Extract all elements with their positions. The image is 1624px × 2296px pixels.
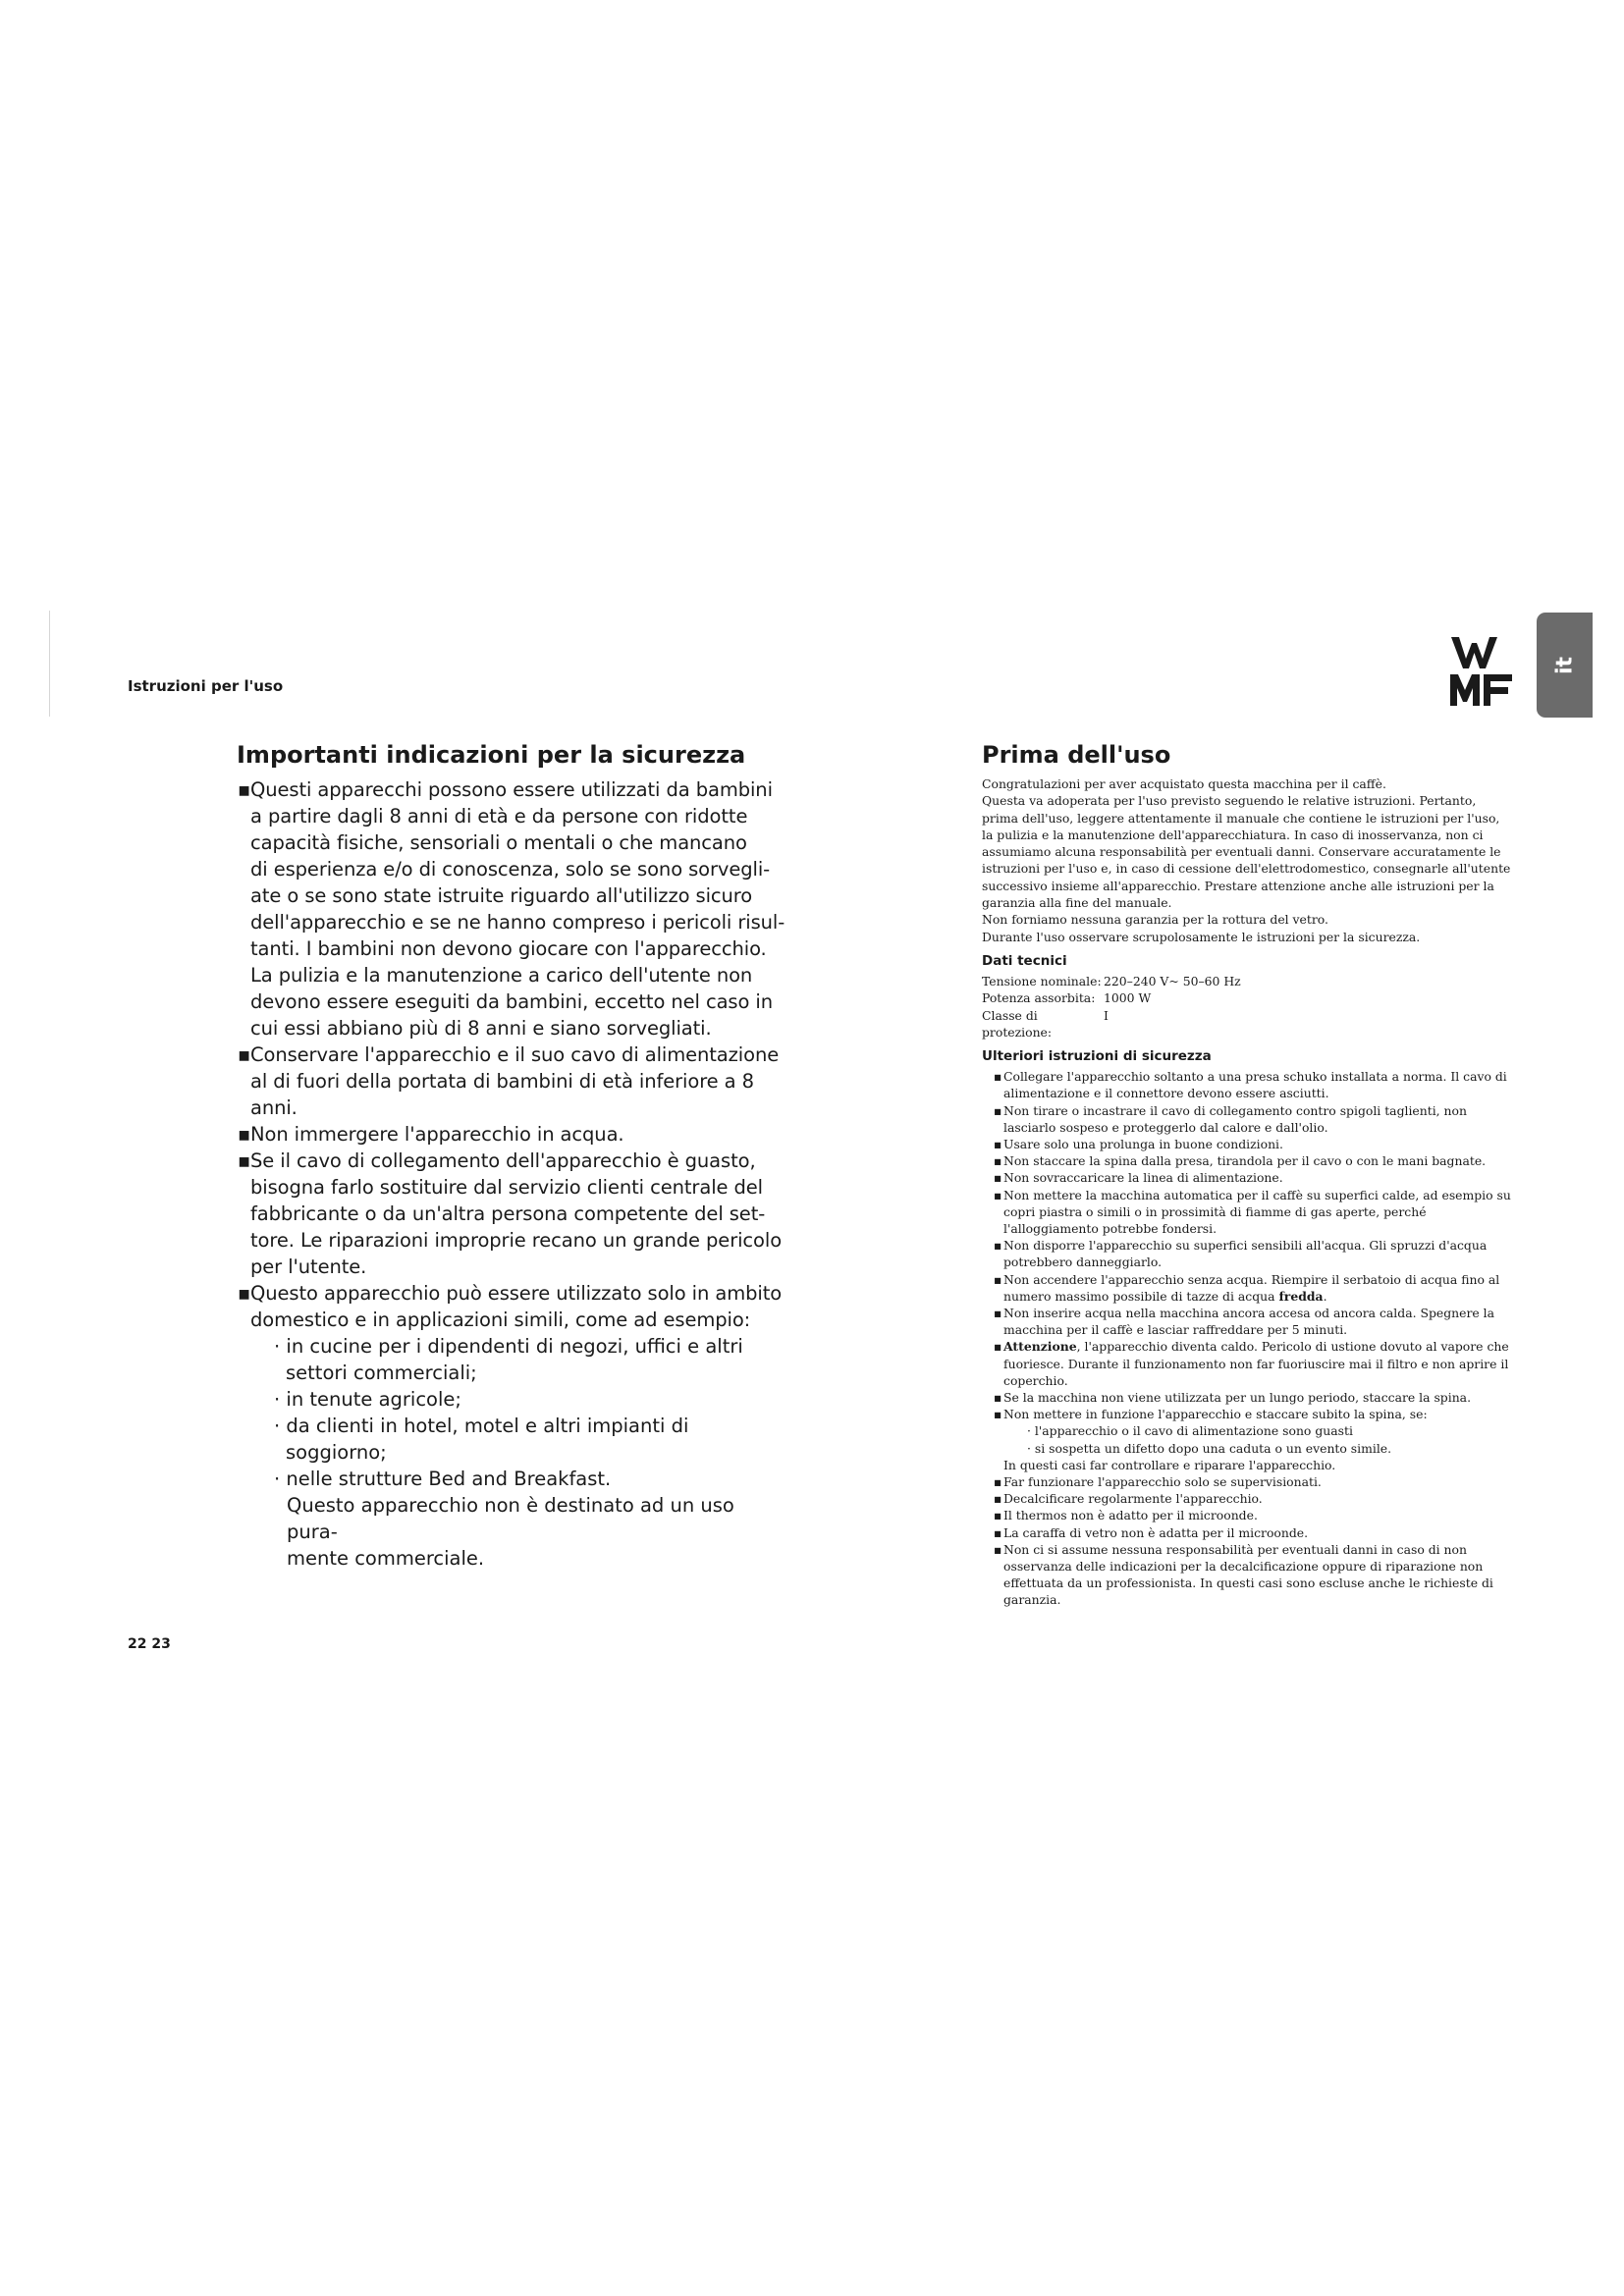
safety-list xyxy=(982,1068,1517,1609)
spec-row: Tensione nominale: 220–240 V~ 50–60 Hz xyxy=(982,973,1241,988)
safety-bullet-storage: ▪Conservare l'apparecchio e il suo cavo di alimentazione al di fuori della portata di bambini di età inferiore a 8 anni. xyxy=(238,1043,780,1119)
bullet-icon: ▪ xyxy=(238,1149,251,1172)
safety-bullet-cable: ▪Se il cavo di collegamento dell'apparecchio è guasto, bisogna farlo sostituire dal servizio clienti centrale del fabbricante o da un'altra persona competente del set- tore. Le riparazioni improprie recano un grande pericolo per l'utente. xyxy=(238,1149,783,1278)
list-item: ▪ Non mettere in funzione l'apparecchio e staccare subito la spina, se: xyxy=(994,1407,1428,1422)
page-numbers: 22 23 xyxy=(128,1636,171,1652)
language-tab xyxy=(1537,613,1593,718)
bullet-icon: ▪ xyxy=(994,1508,1002,1523)
section-title: Importanti indicazioni per la sicurezza xyxy=(237,741,746,769)
safety-bullet-water: ▪Non immergere l'apparecchio in acqua. xyxy=(238,1123,624,1146)
list-item: ▪ Non disporre l'apparecchio su superfici sensibili all'acqua. Gli spruzzi d'acqua potrebbero danneggiarlo. xyxy=(994,1238,1488,1270)
sub-item: · l'apparecchio o il cavo di alimentazione sono guasti xyxy=(1027,1423,1353,1439)
list-item: ▪ Il thermos non è adatto per il microonde. xyxy=(994,1508,1258,1523)
list-item: ▪ Non mettere la macchina automatica per il caffè su superfici calde, ad esempio su copri piastra o simili o in prossimità di fiamme di gas aperte, perché l'alloggiamento potrebbe fondersi. xyxy=(994,1187,1511,1236)
sub-item: · in tenute agricole; xyxy=(274,1388,461,1411)
bullet-icon: ▪ xyxy=(994,1390,1002,1406)
list-item: ▪ Attenzione, l'apparecchio diventa caldo. Pericolo di ustione dovuto al vapore che fuoriesce. Durante il funzionamento non far fuoriuscire mai il filtro e non aprire il coperchio. xyxy=(994,1339,1509,1388)
bullet-icon: ▪ xyxy=(994,1407,1002,1422)
bullet-icon: ▪ xyxy=(994,1306,1002,1320)
tech-specs xyxy=(982,973,1517,1041)
bullet-icon: ▪ xyxy=(994,1541,1002,1557)
list-item: ▪ Far funzionare l'apparecchio solo se supervisionati. xyxy=(994,1474,1322,1490)
bullet-icon: ▪ xyxy=(994,1238,1002,1254)
sub-item: · nelle strutture Bed and Breakfast. xyxy=(274,1468,612,1490)
list-item: ▪ Non staccare la spina dalla presa, tirandola per il cavo o con le mani bagnate. xyxy=(994,1153,1487,1169)
list-item: ▪ Non ci si assume nessuna responsabilità per eventuali danni in caso di non osservanza delle indicazioni per la decalcificazione oppure di riparazione non effettuata da un professionista. In questi casi sono escluse anche le richieste di garanzia. xyxy=(994,1541,1493,1608)
before-use-section xyxy=(982,740,1517,1609)
bullet-icon: ▪ xyxy=(238,1123,251,1146)
header-label: Istruzioni per l'uso xyxy=(128,677,284,695)
bullet-icon: ▪ xyxy=(238,778,251,801)
bullet-icon: ▪ xyxy=(994,1187,1002,1202)
list-item: ▪ Se la macchina non viene utilizzata per un lungo periodo, staccare la spina. xyxy=(994,1390,1472,1406)
safety-bullet-children: ▪Questi apparecchi possono essere utilizzati da bambini a partire dagli 8 anni di età e da persone con ridotte capacità fisiche, sensoriali o mentali o che mancano di esperienza e/o di conoscenza, solo se sono sorvegli- ate o se sono state istruite riguardo all'utilizzo sicuro dell'apparecchio e se ne hanno compreso i pericoli risul- tanti. I bambini non devono giocare con l'apparecchio. La pulizia e la manutenzione a carico dell'utente non devono essere eseguiti da bambini, eccetto nel caso in cui essi abbiano più di 8 anni e siano sorvegliati. xyxy=(238,778,785,1040)
bullet-icon: ▪ xyxy=(238,1282,251,1305)
safety-section xyxy=(237,740,786,1572)
bullet-icon: ▪ xyxy=(994,1136,1002,1151)
list-item: ▪ La caraffa di vetro non è adatta per il microonde. xyxy=(994,1524,1309,1540)
list-item: ▪ Non inserire acqua nella macchina ancora accesa od ancora calda. Spegnere la macchina per il caffè e lasciar raffreddare per 5 minuti. xyxy=(994,1306,1494,1338)
sub-item: · da clienti in hotel, motel e altri impianti di soggiorno; xyxy=(274,1415,689,1464)
commercial-note: Questo apparecchio non è destinato ad un uso pura- mente commerciale. xyxy=(287,1494,734,1570)
bullet-icon: ▪ xyxy=(994,1170,1002,1186)
bullet-icon: ▪ xyxy=(994,1153,1002,1169)
list-item: ▪ Non sovraccaricare la linea di alimentazione. xyxy=(994,1170,1283,1186)
spec-row: Classe di protezione: I xyxy=(982,1007,1109,1040)
language-code: it xyxy=(1552,656,1577,674)
sub-item: · in cucine per i dipendenti di negozi, uffici e altri settori commerciali; xyxy=(274,1335,743,1384)
list-item: ▪ Usare solo una prolunga in buone condizioni. xyxy=(994,1136,1283,1151)
bullet-icon: ▪ xyxy=(994,1339,1002,1355)
margin-rule xyxy=(49,611,50,717)
bullet-icon: ▪ xyxy=(994,1474,1002,1490)
tech-data-title: Dati tecnici xyxy=(982,952,1067,969)
sub-item: · si sospetta un difetto dopo una caduta o un evento simile. xyxy=(1027,1440,1392,1456)
safety-bullet-domestic: ▪Questo apparecchio può essere utilizzato solo in ambito domestico e in applicazioni simili, come ad esempio: xyxy=(238,1282,783,1331)
list-note: In questi casi far controllare e riparare l'apparecchio. xyxy=(1003,1457,1336,1472)
spec-row: Potenza assorbita: 1000 W xyxy=(982,990,1152,1006)
list-item: ▪ Non accendere l'apparecchio senza acqua. Riempire il serbatoio di acqua fino al numero massimo possibile di tazze di acqua fredda. xyxy=(994,1271,1500,1304)
bullet-icon: ▪ xyxy=(994,1102,1002,1118)
section-title: Prima dell'uso xyxy=(982,741,1171,769)
list-item: ▪ Non tirare o incastrare il cavo di collegamento contro spigoli taglienti, non lasciarlo sospeso e proteggerlo dal calore e dall'olio. xyxy=(994,1102,1467,1135)
safety-extra-title: Ulteriori istruzioni di sicurezza xyxy=(982,1048,1212,1065)
bullet-icon: ▪ xyxy=(994,1271,1002,1287)
bullet-icon: ▪ xyxy=(238,1043,251,1066)
list-item: ▪ Decalcificare regolarmente l'apparecchio. xyxy=(994,1491,1263,1507)
list-item: ▪ Collegare l'apparecchio soltanto a una presa schuko installata a norma. Il cavo di alimentazione e il connettore devono essere asciutti. xyxy=(994,1069,1507,1101)
bullet-icon: ▪ xyxy=(994,1069,1002,1085)
intro-paragraph: Congratulazioni per aver acquistato questa macchina per il caffè. Questa va adoperata per l'uso previsto seguendo le relative istruzioni. Pertanto, prima dell'uso, leggere attentamente il manuale che contiene le istruzioni per l'uso, la pulizia e la manutenzione dell'apparecchiatura. In caso di inosservanza, non ci assumiamo alcuna responsabilità per eventuali danni. Conservare accuratamente le istruzioni per l'uso e, in caso di cessione dell'elettrodomestico, consegnarle all'utente successivo insieme all'apparecchio. Prestare attenzione anche alle istruzioni per la garanzia alla fine del manuale. Non forniamo nessuna garanzia per la rottura del vetro. Durante l'uso osservare scrupolosamente le istruzioni per la sicurezza. xyxy=(982,776,1511,944)
bullet-icon: ▪ xyxy=(994,1491,1002,1507)
wmf-logo-icon xyxy=(1447,635,1514,708)
bullet-icon: ▪ xyxy=(994,1524,1002,1540)
